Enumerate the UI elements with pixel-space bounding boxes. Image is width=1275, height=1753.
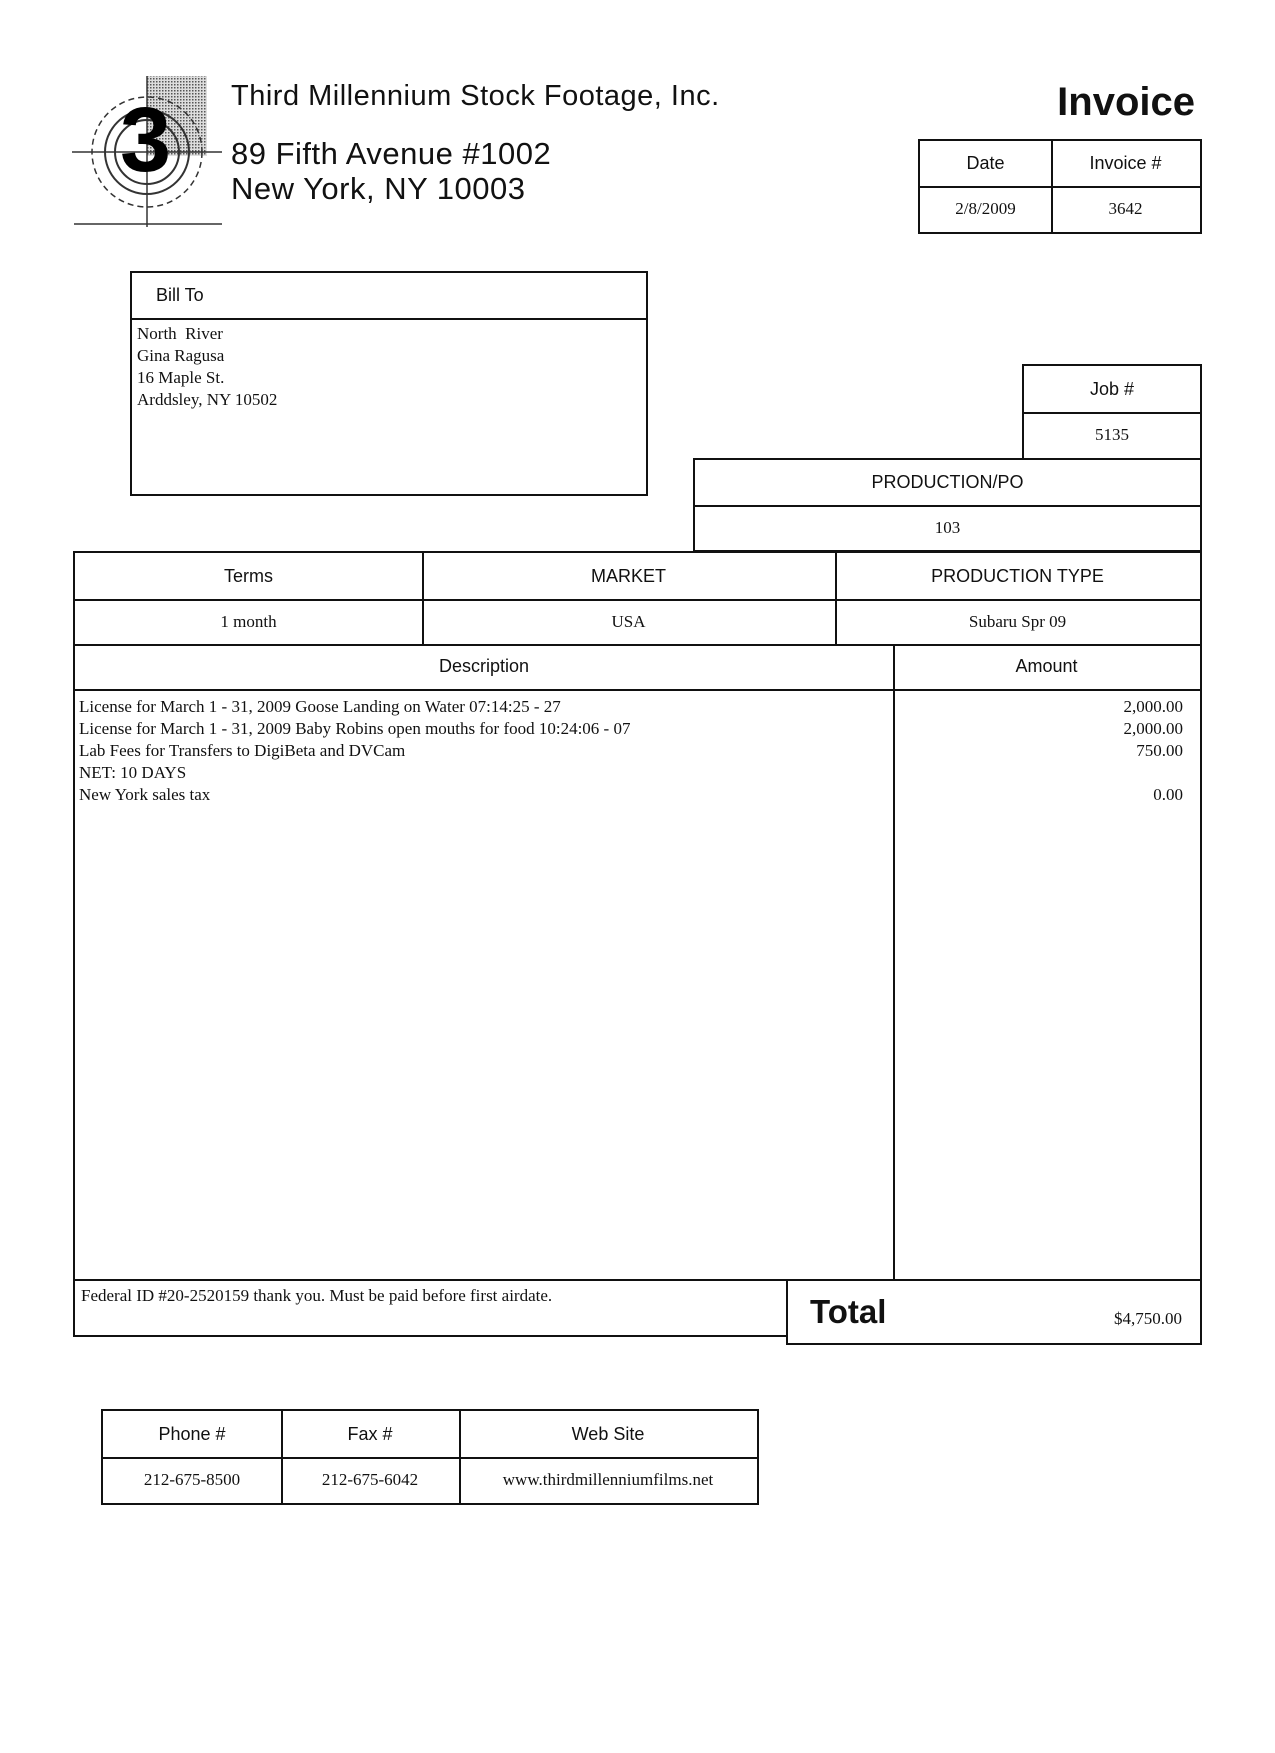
bill-to-line: Arddsley, NY 10502	[137, 390, 278, 409]
phone-label: Phone #	[158, 1423, 226, 1444]
production-po-value: 103	[934, 517, 961, 537]
invoice-date-value: 2/8/2009	[955, 199, 1016, 218]
bill-to-line: North River	[137, 324, 223, 343]
invoice-number-label: Invoice #	[1089, 153, 1162, 173]
total-label: Total	[810, 1293, 887, 1330]
total-value: $4,750.00	[1114, 1309, 1182, 1328]
terms-table	[73, 551, 1202, 646]
bill-to-address	[137, 323, 277, 411]
invoice-info-table	[918, 139, 1202, 234]
date-label: Date	[966, 153, 1005, 173]
bill-to-label: Bill To	[156, 285, 204, 305]
company-address-line1: 89 Fifth Avenue #1002	[231, 136, 552, 171]
line-item-description: Lab Fees for Transfers to DigiBeta and DVCam	[79, 741, 406, 760]
line-item-description: License for March 1 - 31, 2009 Goose Landing on Water 07:14:25 - 27	[79, 697, 561, 716]
logo-digit: 3	[120, 89, 172, 191]
total-box	[786, 1279, 1202, 1345]
line-item-amount: 750.00	[1136, 741, 1183, 760]
terms-value: 1 month	[220, 611, 277, 631]
company-address-line2: New York, NY 10003	[231, 171, 526, 206]
company-name: Third Millennium Stock Footage, Inc.	[231, 80, 720, 112]
job-number-value: 5135	[1095, 425, 1129, 444]
line-items-table	[73, 644, 1202, 1281]
line-item-description: New York sales tax	[79, 785, 211, 804]
terms-label: Terms	[224, 565, 273, 586]
line-item-description: License for March 1 - 31, 2009 Baby Robins open mouths for food 10:24:06 - 07	[79, 719, 631, 738]
line-item-description: NET: 10 DAYS	[79, 763, 187, 782]
production-type-value: Subaru Spr 09	[968, 611, 1067, 631]
market-value: USA	[611, 611, 646, 631]
footer-note-box	[73, 1279, 788, 1337]
market-label: MARKET	[590, 565, 666, 586]
website-value: www.thirdmillenniumfilms.net	[502, 1470, 714, 1489]
invoice-number-value: 3642	[1108, 199, 1143, 218]
bill-to-line: 16 Maple St.	[137, 368, 225, 387]
fax-value: 212-675-6042	[321, 1470, 419, 1489]
invoice-title: Invoice	[1057, 80, 1195, 124]
job-number-table	[1022, 364, 1202, 460]
description-header: Description	[438, 656, 530, 676]
production-po-label: PRODUCTION/PO	[871, 472, 1024, 492]
company-logo	[72, 72, 232, 232]
fax-label: Fax #	[347, 1423, 393, 1444]
production-type-label: PRODUCTION TYPE	[931, 565, 1104, 586]
production-po-table	[693, 458, 1202, 552]
phone-value: 212-675-8500	[143, 1470, 241, 1489]
bill-to-line: Gina Ragusa	[137, 346, 225, 365]
line-item-amount: 2,000.00	[1123, 719, 1183, 738]
job-number-label: Job #	[1089, 378, 1135, 399]
footer-note: Federal ID #20-2520159 thank you. Must be paid before first airdate.	[81, 1286, 553, 1305]
website-label: Web Site	[571, 1423, 645, 1444]
amount-header: Amount	[1015, 656, 1078, 676]
line-item-amount: 0.00	[1153, 785, 1183, 804]
bill-to-box	[130, 271, 648, 496]
line-item-amount: 2,000.00	[1123, 697, 1183, 716]
contact-table	[101, 1409, 759, 1505]
